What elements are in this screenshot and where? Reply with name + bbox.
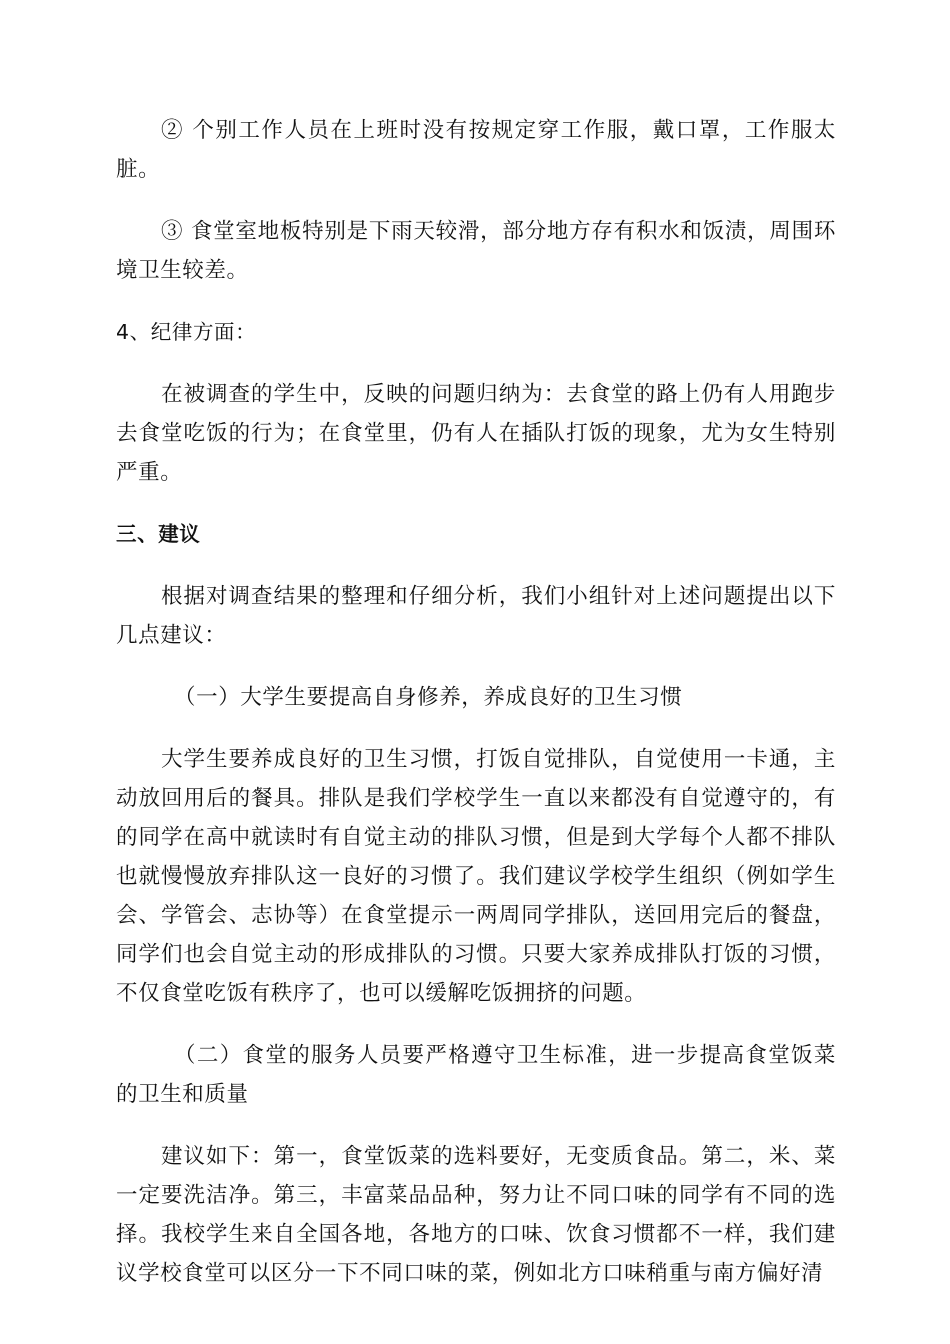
document-body [116, 111, 836, 1293]
paragraph-discipline-issues: 在被调查的学生中，反映的问题归纳为：去食堂的路上仍有人用跑步去食堂吃饭的行为；在食堂里，仍有人在插队打饭的现象，尤为女生特别严重。 [116, 382, 836, 485]
paragraph-floor-hygiene: ③ 食堂室地板特别是下雨天较滑，部分地方存有积水和饭渍，周围环境卫生较差。 [116, 219, 836, 283]
heading-section-suggestions: 三、建议 [116, 522, 201, 546]
paragraph-suggestions-intro: 根据对调查结果的整理和仔细分析，我们小组针对上述问题提出以下几点建议： [116, 584, 836, 648]
paragraph-food-quality: 建议如下：第一，食堂饭菜的选料要好，无变质食品。第二，米、菜一定要洗洁净。第三，丰富菜品品种，努力让不同口味的同学有不同的选择。我校学生来自全国各地，各地方的口味、饮食习惯都不一样，我们建议学校食堂可以区分一下不同口味的菜，例如北方口味稍重与南方偏好清 [116, 1144, 836, 1286]
paragraph-staff-uniform: ② 个别工作人员在上班时没有按规定穿工作服，戴口罩，工作服太脏。 [116, 118, 836, 182]
subheading-student-habits: （一）大学生要提高自身修养，养成良好的卫生习惯 [174, 685, 683, 710]
paragraph-queue-habits: 大学生要养成良好的卫生习惯，打饭自觉排队，自觉使用一卡通，主动放回用后的餐具。排队是我们学校学生一直以来都没有自觉遵守的，有的同学在高中就读时有自觉主动的排队习惯，但是到大学每个人都不排队也就慢慢放弃排队这一良好的习惯了。我们建议学校学生组织（例如学生会、学管会、志协等）在食堂提示一两周同学排队，送回用完后的餐盘，同学们也会自觉主动的形成排队的习惯。只要大家养成排队打饭的习惯，不仅食堂吃饭有秩序了，也可以缓解吃饭拥挤的问题。 [116, 747, 836, 1006]
heading-discipline: 4、纪律方面： [116, 320, 257, 344]
subheading-canteen-standards: （二）食堂的服务人员要严格遵守卫生标准，进一步提高食堂饭菜的卫生和质量 [116, 1043, 836, 1107]
